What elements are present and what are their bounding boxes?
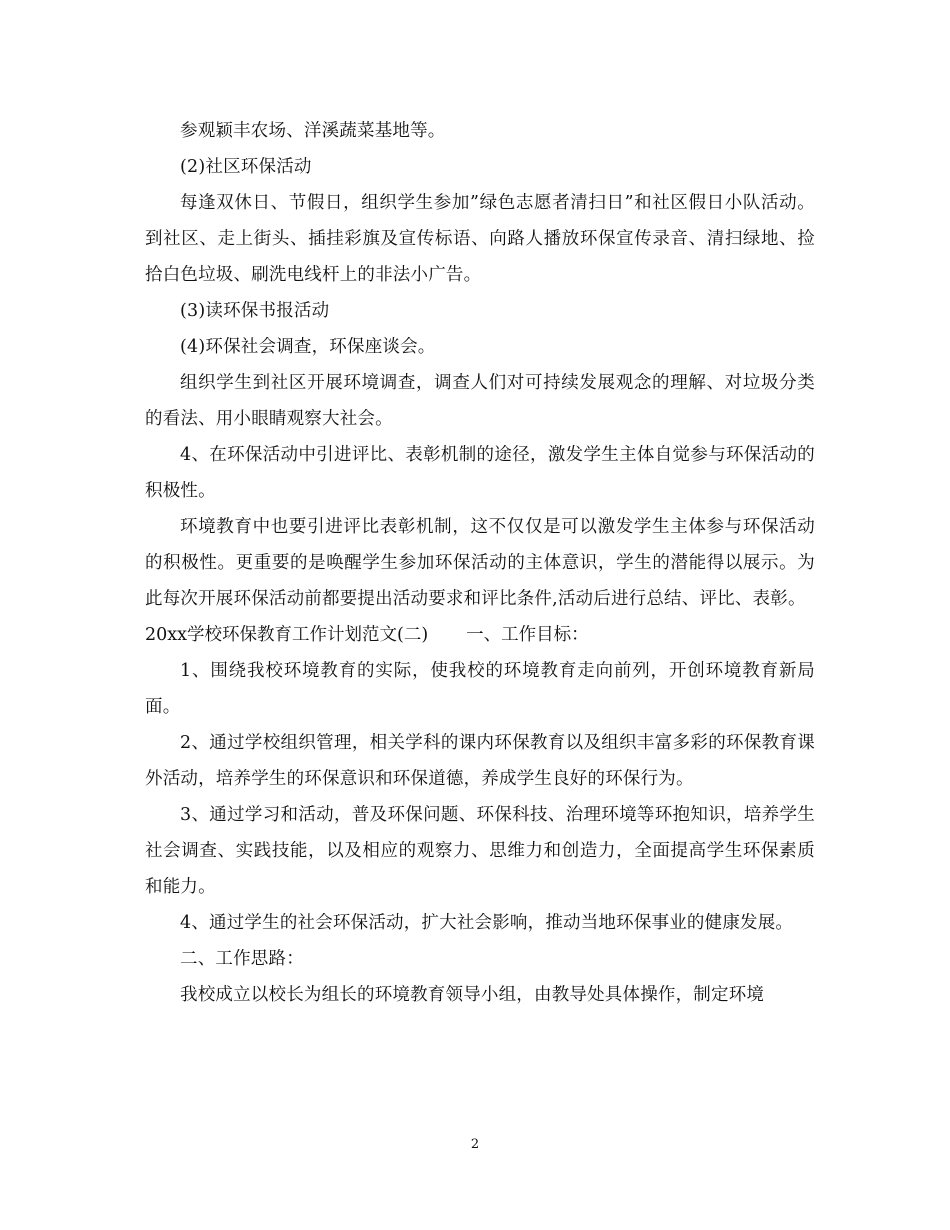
paragraph: 每逢双休日、节假日，组织学生参加”绿色志愿者清扫日”和社区假日小队活动。到社区、走上街头、插挂彩旗及宣传标语、向路人播放环保宣传录音、清扫绿地、捡拾白色垃圾、刷洗电线杆上的非法小广告。 — [145, 193, 815, 285]
list-item-heading: (3)读环保书报活动 — [180, 301, 330, 321]
list-item-heading: (4)环保社会调查，环保座谈会。 — [180, 337, 436, 357]
section-heading-2: 二、工作思路： — [180, 949, 304, 969]
paragraph: 组织学生到社区开展环境调查，调查人们对可持续发展观念的理解、对垃圾分类的看法、用小眼睛观察大社会。 — [145, 373, 815, 429]
section-subtitle: 一、工作目标： — [466, 625, 589, 645]
paragraph: 1、围绕我校环境教育的实际，使我校的环境教育走向前列，开创环境教育新局面。 — [145, 661, 815, 717]
paragraph: 环境教育中也要引进评比表彰机制，这不仅仅是可以激发学生主体参与环保活动的积极性。更重要的是唤醒学生参加环保活动的主体意识，学生的潜能得以展示。为此每次开展环保活动前都要提出活动要求和评比条件,活动后进行总结、评比、表彰。 — [145, 517, 815, 609]
paragraph: 4、通过学生的社会环保活动，扩大社会影响，推动当地环保事业的健康发展。 — [180, 913, 794, 933]
document-body — [145, 113, 815, 1013]
section-heading — [145, 617, 815, 653]
paragraph: 3、通过学习和活动，普及环保问题、环保科技、治理环境等环抱知识，培养学生社会调查、实践技能，以及相应的观察力、思维力和创造力，全面提高学生环保素质和能力。 — [145, 805, 815, 897]
section-title: 20xx学校环保教育工作计划范文(二) — [145, 625, 429, 645]
list-item-heading: (2)社区环保活动 — [180, 157, 312, 177]
paragraph: 我校成立以校长为组长的环境教育领导小组，由教导处具体操作，制定环境 — [180, 985, 765, 1005]
paragraph: 参观颖丰农场、洋溪蔬菜基地等。 — [180, 121, 446, 141]
paragraph: 2、通过学校组织管理，相关学科的课内环保教育以及组织丰富多彩的环保教育课外活动，培养学生的环保意识和环保道德，养成学生良好的环保行为。 — [145, 733, 815, 789]
paragraph: 4、在环保活动中引进评比、表彰机制的途径，激发学生主体自觉参与环保活动的积极性。 — [145, 445, 815, 501]
page-number: 2 — [470, 1137, 480, 1152]
